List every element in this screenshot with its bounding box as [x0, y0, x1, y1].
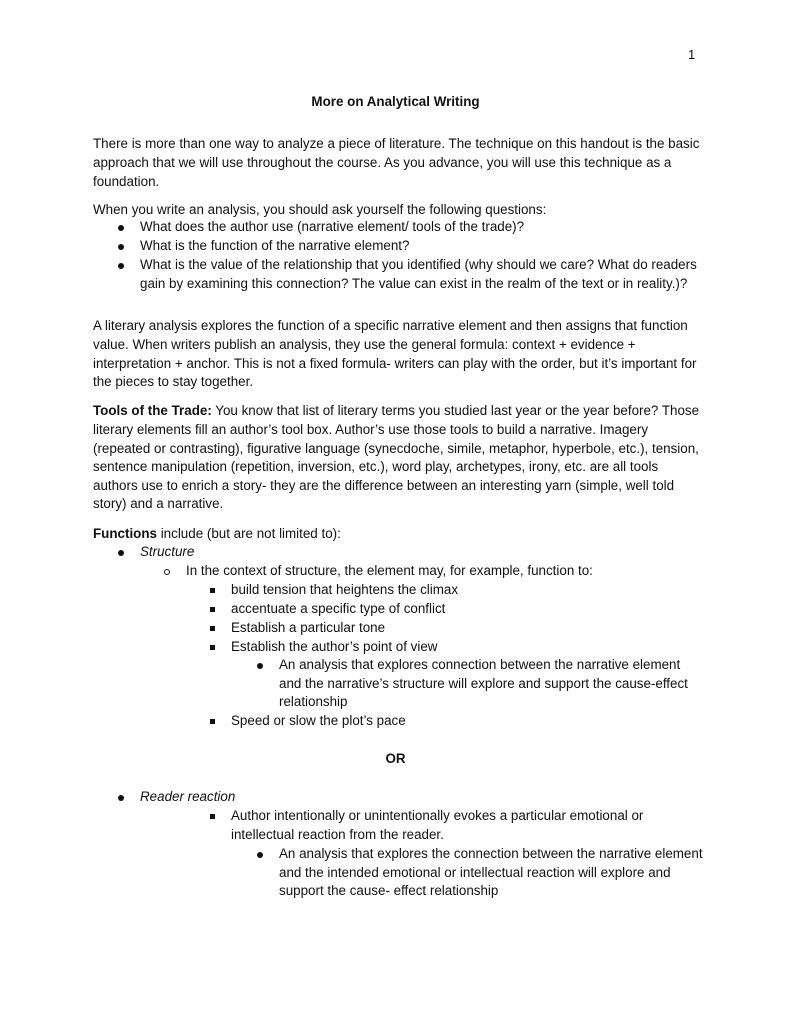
or-divider: OR [385, 751, 406, 766]
bullet-icon [257, 663, 263, 669]
square-bullet-icon [210, 814, 215, 819]
bullet-icon [257, 852, 263, 858]
square-bullet-icon [210, 607, 215, 612]
bullet-icon [118, 795, 124, 801]
structure-item: accentuate a specific type of conflict [231, 601, 446, 616]
bullet-icon [118, 550, 124, 556]
functions-paragraph [93, 525, 705, 544]
reader-reaction-analysis-note: An analysis that explores the connection between the narrative element and the intended emotional or intellectual reaction will explore and support the cause- effect relationship [279, 846, 703, 899]
reader-reaction-item: Author intentionally or unintentionally evokes a particular emotional or intellectual reaction from the reader. [231, 808, 644, 842]
formula-paragraph: A literary analysis explores the function of a specific narrative element and then assigns that function value. When writers publish an analysis, they use the general formula: context + evidence + interpretation + anchor. This is not a fixed formula- writers can play with the order, but it’s important for the pieces to stay together. [93, 318, 697, 390]
question-item: What does the author use (narrative element/ tools of the trade)? [140, 219, 525, 234]
functions-heading: Functions [93, 526, 157, 542]
reader-reaction-label: Reader reaction [140, 789, 236, 804]
structure-analysis-note: An analysis that explores connection between the narrative element and the narrative’s structure will explore and support the cause-effect relationship [279, 657, 688, 710]
page-number: 1 [688, 47, 696, 62]
square-bullet-icon [210, 645, 215, 650]
circle-bullet-icon [164, 569, 170, 575]
questions-intro: When you write an analysis, you should ask yourself the following questions: [93, 202, 547, 218]
tools-text: You know that list of literary terms you studied last year or the year before? Those literary elements fill an author’s tool box. Author’s use those tools to build a narrative. Imagery (repeated or contrasting), figurative language (synecdoche, simile, metaphor, hyperbole, etc.), tension, sentence manipulation (repetition, inversion, etc.), word play, archetypes, irony, etc. are all tools authors use to enrich a story- they are the difference between an interesting yarn (simple, well told story) and a narrative. [93, 403, 700, 512]
structure-item: build tension that heightens the climax [231, 582, 459, 597]
bullet-icon [118, 244, 124, 250]
structure-label: Structure [140, 544, 195, 559]
bullet-icon [118, 263, 124, 269]
structure-context-line: In the context of structure, the element may, for example, function to: [186, 563, 593, 578]
question-item: What is the value of the relationship that you identified (why should we care? What do readers gain by examining this connection? The value can exist in the realm of the text or in reality.)? [140, 257, 697, 291]
structure-item: Establish a particular tone [231, 620, 386, 635]
square-bullet-icon [210, 719, 215, 724]
bullet-icon [118, 225, 124, 231]
page-title: More on Analytical Writing [311, 94, 480, 109]
intro-paragraph: There is more than one way to analyze a piece of literature. The technique on this handout is the basic approach that we will use throughout the course. As you advance, you will use this technique as a foundation. [93, 136, 700, 189]
tools-heading: Tools of the Trade: [93, 403, 212, 419]
structure-item: Establish the author’s point of view [231, 639, 438, 654]
structure-last-item: Speed or slow the plot’s pace [231, 713, 406, 728]
square-bullet-icon [210, 588, 215, 593]
tools-paragraph [93, 402, 705, 514]
question-item: What is the function of the narrative element? [140, 238, 410, 253]
functions-text: include (but are not limited to): [156, 526, 341, 542]
square-bullet-icon [210, 626, 215, 631]
